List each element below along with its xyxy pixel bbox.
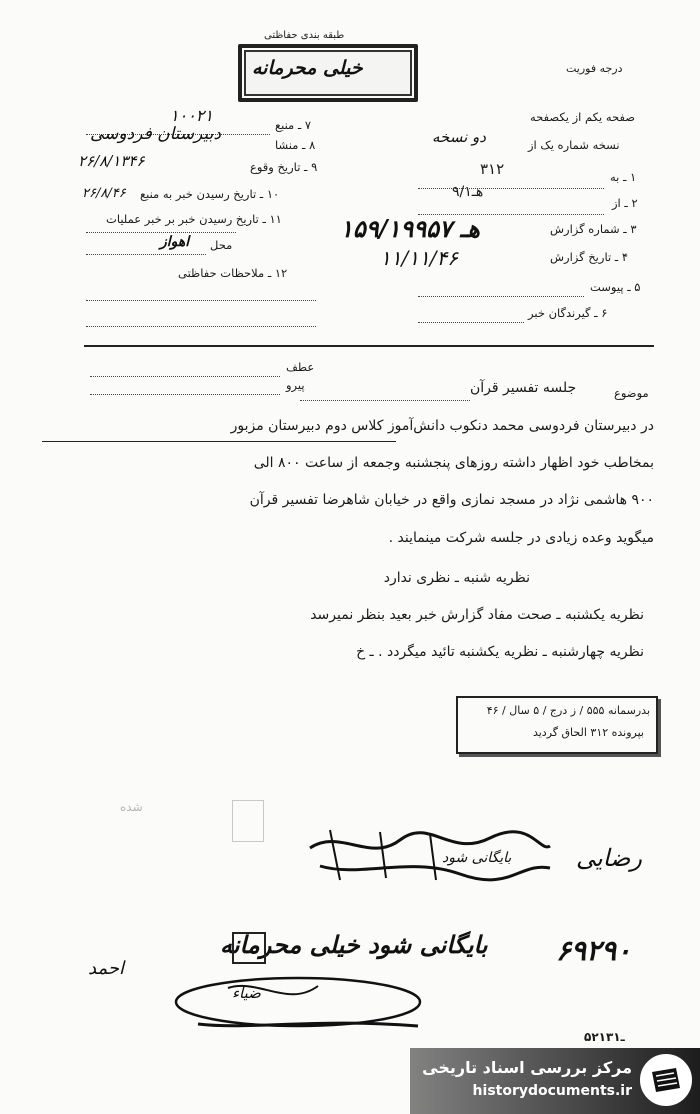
field-label: ۶ ـ گیرندگان خبر	[528, 306, 608, 320]
classification-value: خیلی‌ محرمانه	[252, 57, 363, 79]
field-label: ۱۲ ـ ملاحظات حفاظتی	[178, 266, 288, 280]
struck-note: بایگانی شود	[442, 850, 512, 866]
archive-note: بایگانی شود خیلی محرمانه	[220, 930, 488, 959]
field-value: ۲۶/۸/۴۶	[82, 186, 126, 201]
field-value: ۱۱/۱۱/۴۶	[380, 246, 458, 270]
footer-code: ۵۲ـ۱۳۱	[584, 1030, 625, 1044]
body-line: در دبیرستان فردوسی محمد دنکوب دانش‌آموز کلاس دوم دبیرستان مزبور	[230, 418, 654, 434]
field-label: ۴ ـ تاریخ گزارش	[550, 250, 629, 264]
signature-oval	[168, 968, 438, 1044]
archive-logo-icon	[638, 1052, 694, 1108]
field-label: ۱۰ ـ تاریخ رسیدن خبر به منبع	[140, 187, 280, 201]
urgency-label: درجه فوریت	[566, 62, 623, 75]
field-value: ۹/۱هـ	[452, 184, 484, 200]
small-box	[232, 932, 266, 964]
signature-text: رضایی	[576, 844, 642, 872]
subject-value: جلسه تفسیر قرآن	[470, 380, 577, 396]
faded-mark: شده	[120, 800, 143, 814]
archive-number: ۶۹۲۹۰	[556, 934, 632, 967]
field-value: ۱۵۹/۱۹۹۵۷ هـ	[340, 214, 480, 243]
field-label: ۹ ـ تاریخ وقوع	[250, 160, 318, 174]
field-label: نسخه شماره یک از	[528, 138, 620, 152]
field-label: ۱ ـ به	[610, 170, 637, 184]
body-line: بمخاطب خود اظهار داشته روزهای پنجشنبه وجمعه از ساعت ۸۰۰ الی	[253, 455, 654, 471]
field-value: دو نسخه	[432, 128, 486, 146]
stamp-line: بپرونده ۳۱۲ الحاق گردید	[532, 726, 644, 739]
opinion-line: نظریه شنبه ـ نظری ندارد	[383, 570, 530, 586]
circled-signature: ضیاء	[232, 984, 261, 1002]
opinion-line: نظریه چهارشنبه ـ نظریه یکشنبه تائید میگردد . ـ خ	[356, 644, 644, 660]
stamp-line: بدرسمانه ۵۵۵ / ز درج / ۵ سال / ۴۶	[486, 704, 650, 717]
peyro-label: پیرو	[286, 378, 305, 392]
field-label: صفحه یکم از یکصفحه	[530, 110, 636, 124]
subject-label: موضوع	[614, 386, 649, 400]
field-value: دبیرستان فردوسی	[90, 124, 221, 144]
divider	[84, 345, 654, 347]
signature-text: احمد	[88, 958, 124, 979]
field-label: ۳ ـ شماره گزارش	[550, 222, 637, 236]
body-line: ۹۰۰ هاشمی نژاد در مسجد نمازی واقع در خیابان شاهرضا تفسیر قرآن	[249, 492, 654, 508]
watermark-title: مرکز بررسی اسناد تاریخی	[422, 1058, 632, 1077]
field-value: ۳۱۲	[480, 160, 505, 178]
field-value: اهواز	[160, 234, 190, 250]
classification-label: طبقه بندی حفاظتی	[264, 30, 345, 41]
signature-scribble	[300, 818, 560, 898]
faded-box	[232, 800, 264, 842]
field-value: ۲۶/۸/۱۳۴۶	[78, 152, 145, 170]
field-label: ۲ ـ از	[612, 196, 638, 210]
field-label: محل	[210, 238, 233, 252]
field-label: ۸ ـ منشا	[275, 138, 316, 152]
atf-label: عطف	[286, 360, 315, 374]
field-label: ۷ ـ منبع	[275, 118, 312, 132]
field-value: ۱۰۰۲۱	[170, 106, 213, 125]
watermark-url: historydocuments.ir	[472, 1083, 632, 1099]
field-label: ۱۱ ـ تاریخ رسیدن خبر بر خبر عملیات	[106, 212, 282, 226]
opinion-line: نظریه یکشنبه ـ صحت مفاد گزارش خبر بعید بنظر نمیرسد	[310, 607, 644, 623]
field-label: ۵ ـ پیوست	[590, 280, 641, 294]
body-line: میگوید وعده زیادی در جلسه شرکت مینمایند .	[388, 530, 654, 546]
